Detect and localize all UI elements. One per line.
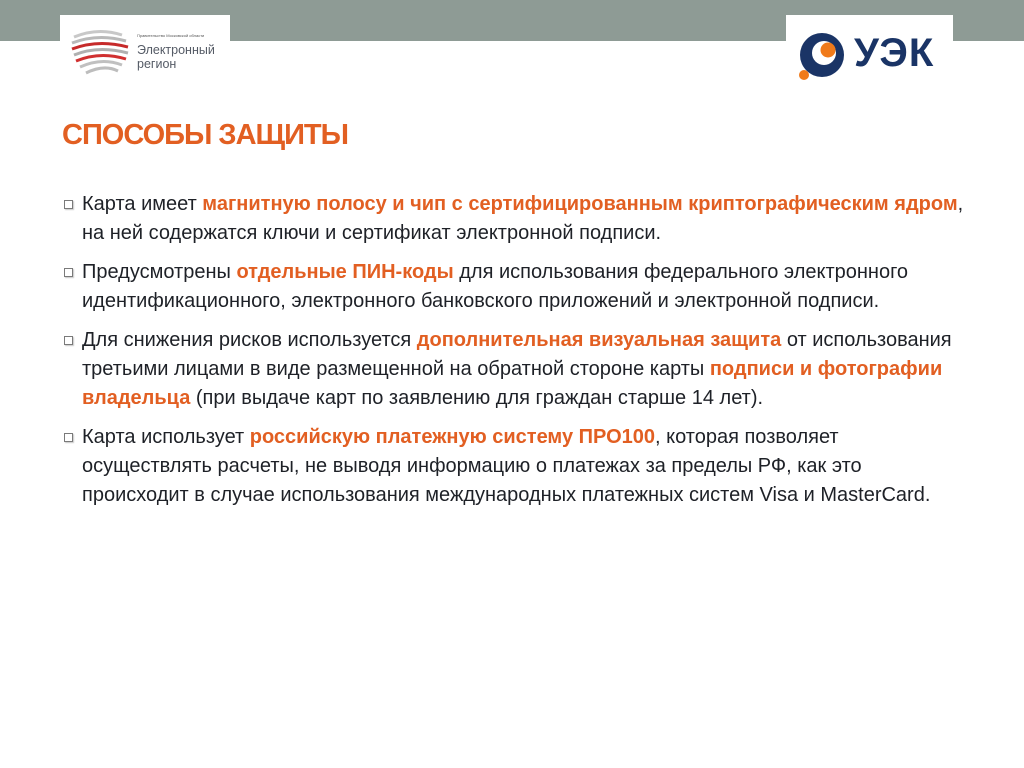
uek-logo [786, 15, 953, 95]
bullet-text [82, 423, 967, 510]
bullet-text [82, 258, 967, 316]
bullet-highlight-text: российскую платежную систему ПРО100 [249, 426, 656, 448]
logo-region-name [137, 43, 215, 71]
logo-line-1: Электронный [137, 43, 215, 57]
bullet-plain-text: Карта имеет [82, 193, 203, 215]
checkbox-bullet-icon [64, 200, 73, 209]
bullet-item [62, 326, 967, 413]
checkbox-bullet-icon [64, 336, 73, 345]
logo-line-2: регион [137, 57, 177, 71]
bullet-list [62, 190, 967, 520]
uek-ring-icon [794, 23, 854, 87]
bullet-highlight-text: отдельные ПИН-коды [236, 261, 454, 283]
bullet-text [82, 326, 967, 413]
bullet-plain-text: от использования третьими лицами в виде размещенной на обратной стороне карты [82, 329, 952, 380]
bullet-plain-text: , на ней содержатся ключи и сертификат электронной подписи. [82, 193, 964, 244]
bullet-plain-text: Для снижения рисков используется [82, 329, 417, 351]
bullet-plain-text: (при выдаче карт по заявлению для граждан старше 14 лет). [190, 387, 764, 409]
slide-title: СПОСОБЫ ЗАЩИТЫ [62, 119, 349, 151]
bullet-text [82, 190, 967, 248]
bullet-plain-text: для использования федерального электронного идентификационного, электронного банковского приложений и электронной подписи. [82, 261, 909, 312]
bullet-plain-text: Карта использует [82, 426, 250, 448]
checkbox-bullet-icon [64, 433, 73, 442]
logo-small-caption: Правительство Московской области [137, 33, 205, 38]
bullet-highlight-text: подписи и фотографии владельца [82, 358, 943, 409]
bullet-plain-text: , которая позволяет осуществлять расчеты, не выводя информацию о платежах за пределы РФ, как это происходит в случае использования международных платежных систем Visa и MasterCard. [82, 426, 931, 506]
bullet-item [62, 258, 967, 316]
checkbox-bullet-icon [64, 268, 73, 277]
region-emblem-icon [68, 23, 134, 87]
uek-logo-text: УЭК [854, 31, 935, 75]
bullet-item [62, 423, 967, 510]
bullet-highlight-text: магнитную полосу и чип с сертифицированным криптографическим ядром [202, 193, 958, 215]
bullet-plain-text: Предусмотрены [82, 261, 237, 283]
bullet-highlight-text: дополнительная визуальная защита [416, 329, 782, 351]
electronic-region-logo [60, 15, 230, 95]
bullet-item [62, 190, 967, 248]
